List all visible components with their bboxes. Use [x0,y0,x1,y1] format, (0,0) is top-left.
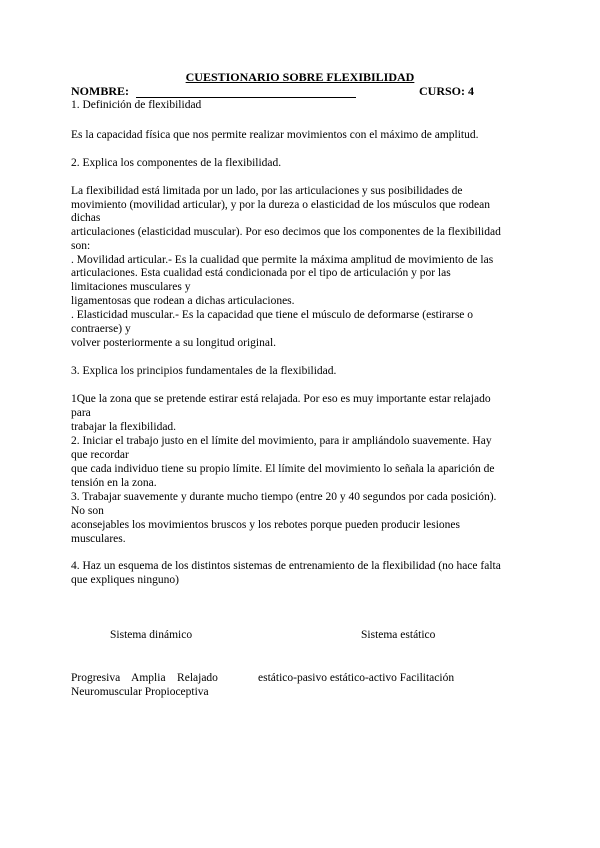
answer-3-line: que recordar [71,449,129,461]
answer-2-line: son: [71,240,91,252]
answer-3-line: para [71,407,91,419]
dinamico-items: Progresiva Amplia Relajado [71,672,218,684]
answer-3-line: musculares. [71,533,126,545]
answer-3-line: No son [71,505,104,517]
answer-2-line: La flexibilidad está limitada por un lado, por las articulaciones y sus posibilidades de [71,185,463,197]
question-4-cont: que expliques ninguno) [71,574,179,586]
estatico-items: estático-pasivo estático-activo Facilitación [258,672,455,684]
answer-2-line: . Elasticidad muscular.- Es la capacidad que tiene el músculo de deformarse (estirarse o [71,309,474,321]
sistema-estatico-label: Sistema estático [361,629,436,641]
answer-3-line: aconsejables los movimientos bruscos y los rebotes porque pueden producir lesiones [71,519,461,531]
sistema-dinamico-label: Sistema dinámico [110,629,193,641]
answer-2-line: limitaciones musculares y [71,281,191,293]
document-title: CUESTIONARIO SOBRE FLEXIBILIDAD [185,70,415,84]
answer-3-line: tensión en la zona. [71,477,157,489]
answer-3-line: 2. Iniciar el trabajo justo en el límite del movimiento, para ir ampliándolo suavemente. Hay [71,435,492,447]
question-1: 1. Definición de flexibilidad [71,99,202,111]
curso-label: CURSO: 4 [419,84,475,98]
answer-3-line: 1Que la zona que se pretende estirar está relajada. Por eso es muy importante estar relajado [71,393,491,405]
answer-3-line: 3. Trabajar suavemente y durante mucho tiempo (entre 20 y 40 segundos por cada posición). [71,491,497,503]
question-3: 3. Explica los principios fundamentales de la flexibilidad. [71,365,337,377]
answer-2-line: . Movilidad articular.- Es la cualidad que permite la máxima amplitud de movimiento de las [71,254,494,266]
answer-1: Es la capacidad física que nos permite realizar movimientos con el máximo de amplitud. [71,129,479,141]
answer-2-line: contraerse) y [71,323,131,335]
question-2: 2. Explica los componentes de la flexibilidad. [71,157,282,169]
estatico-items-cont: Neuromuscular Propioceptiva [71,686,209,698]
answer-2-line: dichas [71,212,101,224]
answer-2-line: articulaciones. Esta cualidad está condicionada por el tipo de articulación y por las [71,267,451,279]
answer-2-line: volver posteriormente a su longitud original. [71,337,277,349]
nombre-label: NOMBRE: [71,84,129,98]
answer-2-line: articulaciones (elasticidad muscular). Por eso decimos que los componentes de la flexibilidad [71,226,501,238]
answer-2-line: movimiento (movilidad articular), y por la dureza o elasticidad de los músculos que rodean [71,199,490,211]
answer-2-line: ligamentosas que rodean a dichas articulaciones. [71,295,295,307]
question-4: 4. Haz un esquema de los distintos sistemas de entrenamiento de la flexibilidad (no hace falta [71,560,501,572]
answer-3-line: trabajar la flexibilidad. [71,421,177,433]
answer-3-line: que cada individuo tiene su propio límite. El límite del movimiento lo señala la aparición de [71,463,495,475]
